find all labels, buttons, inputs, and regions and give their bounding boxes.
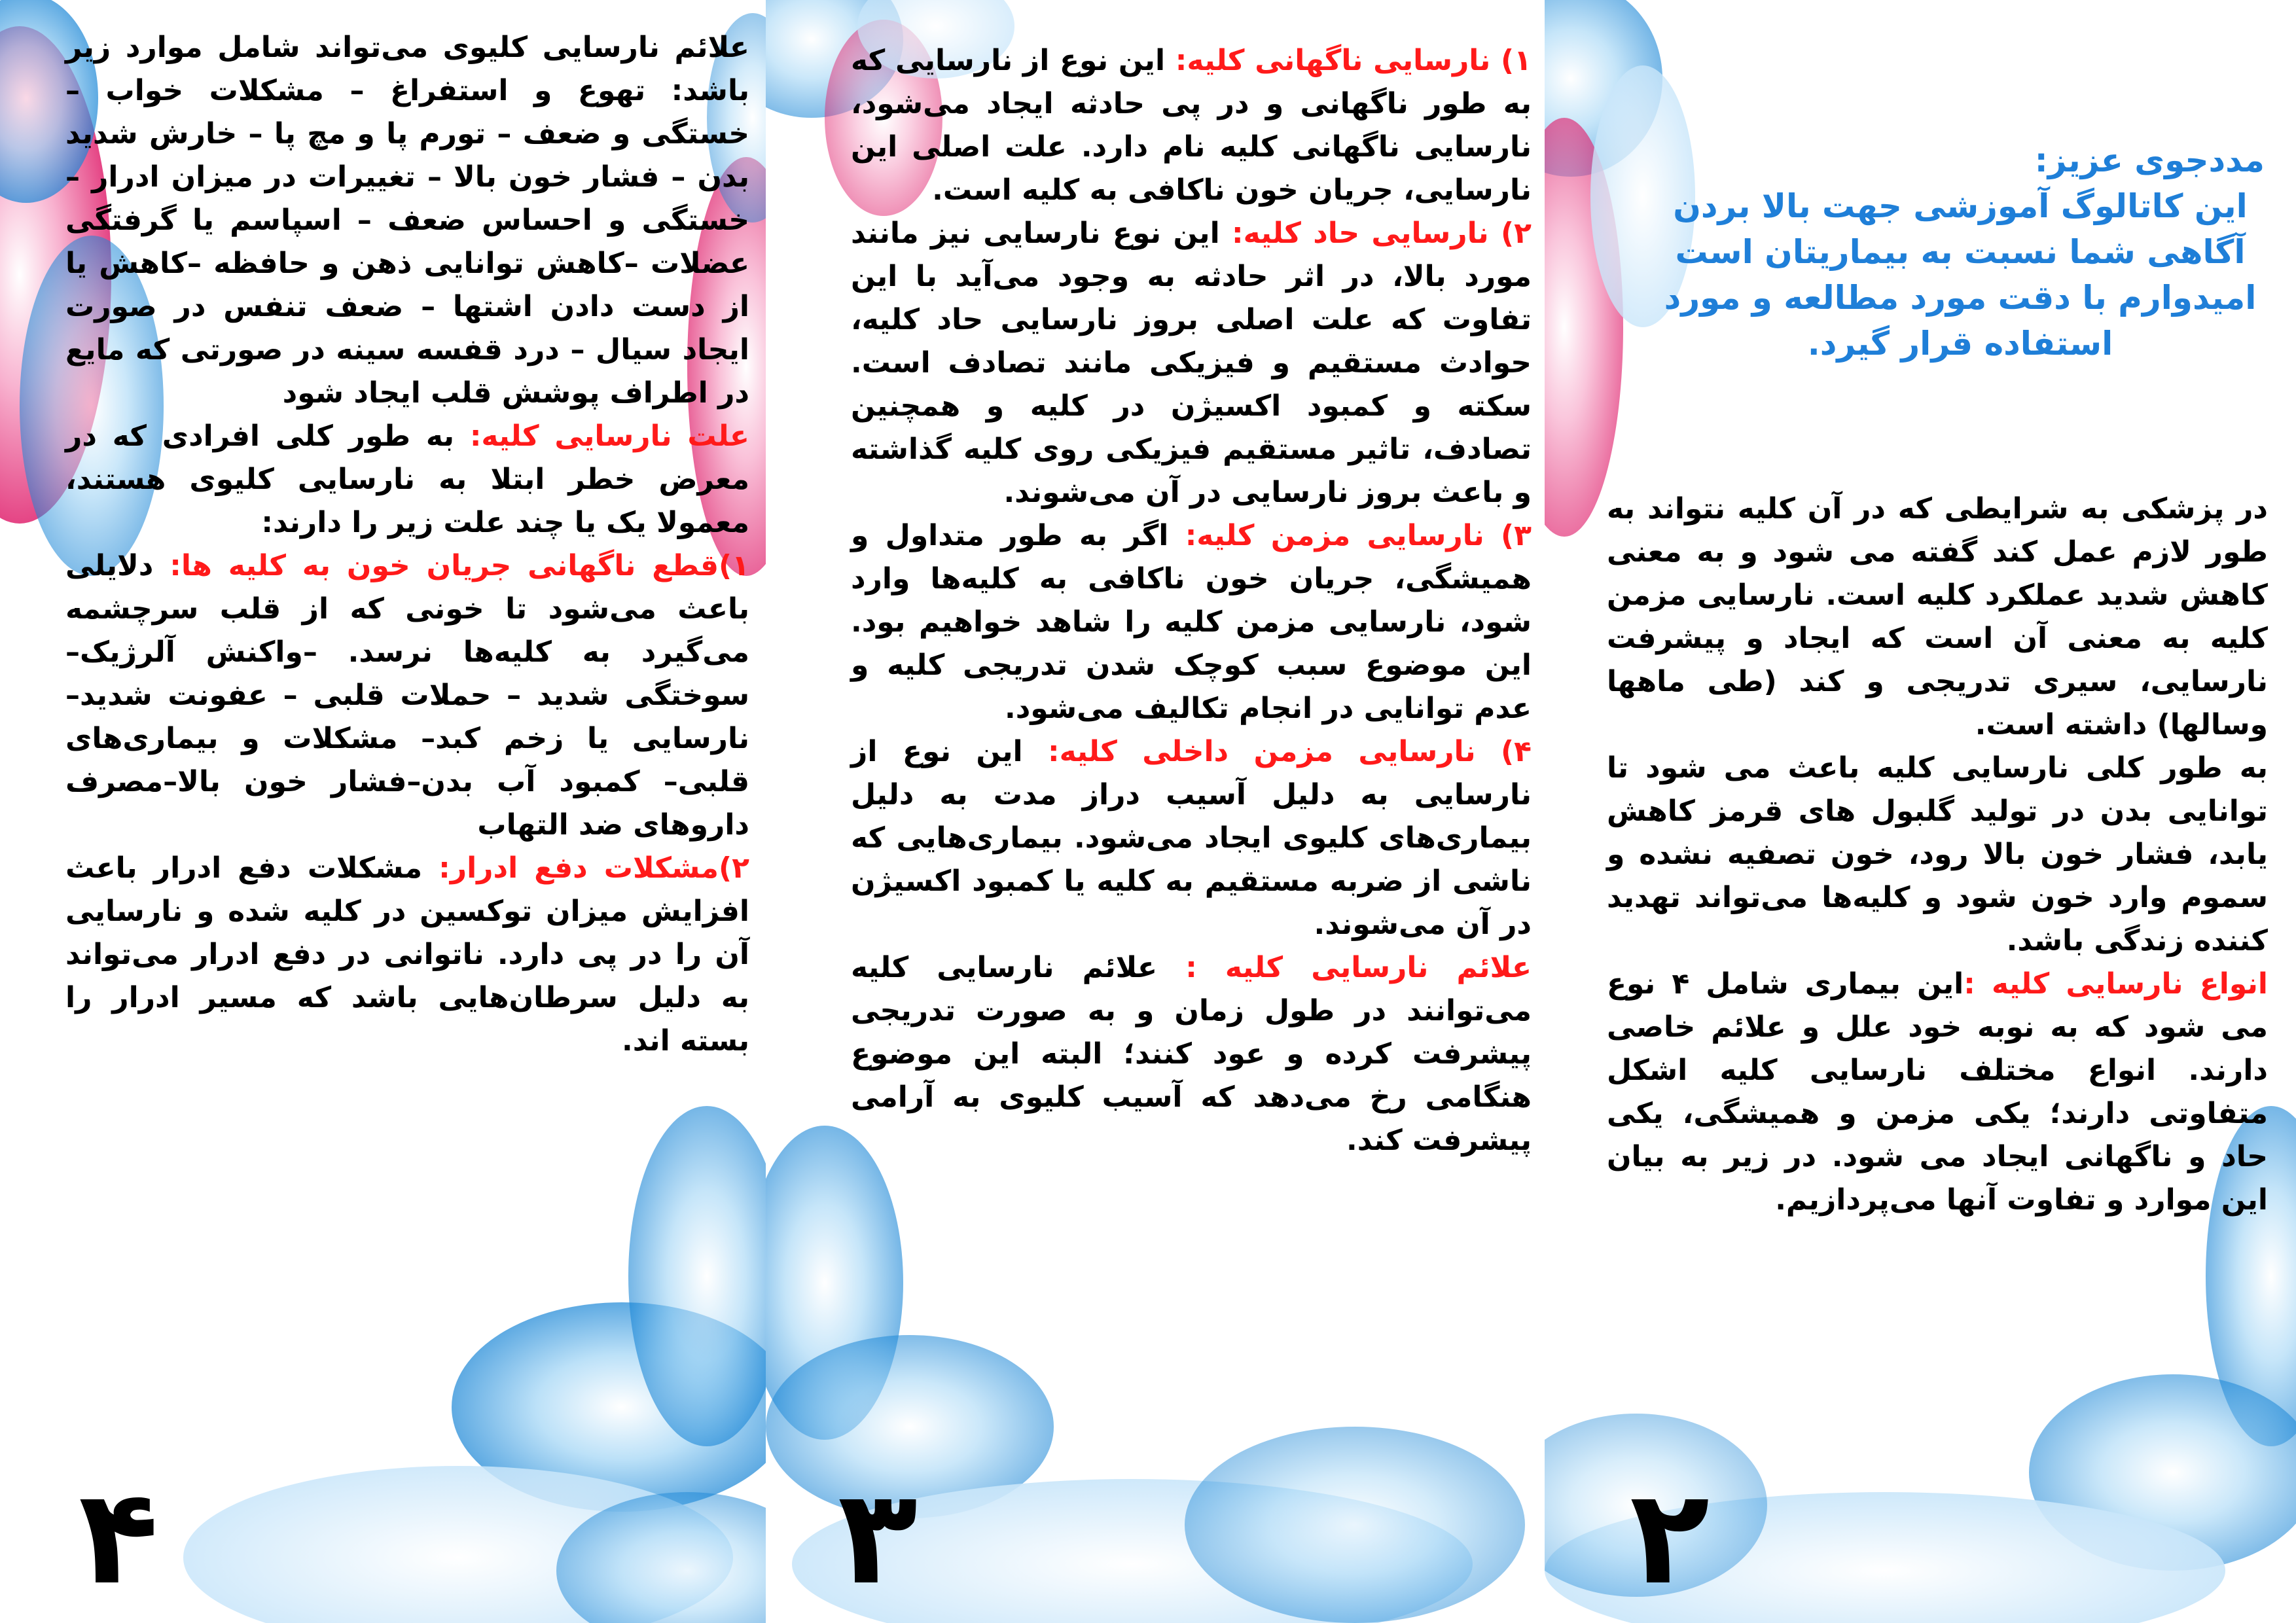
effects-paragraph: به طور کلی نارسایی کلیه باعث می شود تا توانایی بدن در تولید گلبول های قرمز کاهش یابد، فشار خون بالا رود، خون تصفیه نشده و سموم وارد خون شود و کلیه‌ها می‌تواند تهدید کننده زندگی باشد. bbox=[1607, 751, 2268, 957]
greeting-heading: مددجوی عزیز: bbox=[2034, 141, 2265, 179]
symptoms-list-text: علائم نارسایی کلیوی می‌تواند شامل موارد زیر باشد: تهوع و استفراغ – مشکلات خواب – خستگی و ضعف – تورم پا و مچ پا – خارش شدید بدن – فشار خون بالا – تغییرات در میزان ادرار –خستگی و احساس ضعف – اسپاسم یا گرفتگی عضلات –کاهش توانایی ذهن و حافظه –کاهش یا از دست دادن اشتها – ضعف تنفس در صورت ایجاد سیال – درد قفسه سینه در صورتی که مایع در اطراف پوشش قلب ایجاد شود bbox=[65, 31, 749, 410]
page-number: ۳ bbox=[838, 1461, 918, 1614]
page-2-content bbox=[1607, 488, 2268, 1222]
definition-paragraph: در پزشکی به شرایطی که در آن کلیه نتواند به طور لازم عمل کند گفته می شود و به معنی کاهش شدید عملکرد کلیه است. نارسایی مزمن کلیه به معنی آن است که ایجاد و پیشرفت نارسایی، سیری تدریجی و کند (طی ماهها وسالها) داشته است. bbox=[1607, 492, 2268, 741]
page-3-content bbox=[851, 39, 1532, 1162]
page-4-content bbox=[65, 26, 749, 1063]
page-4-panel bbox=[0, 0, 766, 1623]
intro-block bbox=[1656, 137, 2265, 366]
cause-text: به طور کلی افرادی که در معرض خطر ابتلا به نارسایی کلیوی هستند، معمولا یک یا چند علت زیر را دارند: bbox=[65, 419, 749, 539]
types-heading: انواع نارسایی کلیه : bbox=[1964, 967, 2269, 1001]
types-text: این بیماری شامل ۴ نوع می شود که به نوبه خود علل و علائم خاصی دارند. انواع مختلف نارسایی کلیه اشکل متفاوتی دارند؛ یکی مزمن و همیشگی، یکی حاد و ناگهانی ایجاد می شود. در زیر به بیان این موارد و تفاوت آنها می‌پردازیم. bbox=[1607, 967, 2268, 1217]
symptoms-heading: علائم نارسایی کلیه : bbox=[1185, 951, 1532, 984]
acute-failure-heading: ۲) نارسایی حاد کلیه: bbox=[1232, 217, 1532, 250]
acute-failure-text: این نوع نارسایی نیز مانند مورد بالا، در اثر حادثه به وجود می‌آید با این تفاوت که علت اصلی بروز نارسایی حاد کلیه، حوادث مستقیم و فیزیکی مانند تصادف است. سکته و کمبود اکسیژن در کلیه و همچنین تصادف، تاثیر مستقیم فیزیکی روی کلیه گذاشته و باعث بروز نارسایی در آن می‌شوند. bbox=[851, 217, 1532, 509]
chronic-failure-heading: ۳) نارسایی مزمن کلیه: bbox=[1185, 519, 1532, 552]
page-number: ۴ bbox=[79, 1461, 159, 1614]
page-2-panel bbox=[1545, 0, 2296, 1623]
chronic-failure-text: اگر به طور متداول و همیشگی، جریان خون ناکافی به کلیه‌ها وارد شود، نارسایی مزمن کلیه را شاهد خواهیم بود. این موضوع سبب کوچک شدن تدریجی کلیه و عدم توانایی در انجام تکالیف می‌شود. bbox=[851, 519, 1532, 725]
urination-text: مشکلات دفع ادرار باعث افزایش میزان توکسین در کلیه شده و نارسایی آن را در پی دارد. ناتوانی در دفع ادرار می‌تواند به دلیل سرطان‌هایی باشد که مسیر ادرار را بسته اند. bbox=[65, 851, 749, 1058]
blood-flow-text: دلایلی باعث می‌شود تا خونی که از قلب سرچشمه می‌گیرد به کلیه‌ها نرسد. –واکنش آلرژیک– سوختگی شدید – حملات قلبی – عفونت شدید– نارسایی یا زخم کبد– مشکلات و بیماری‌های قلبی– کمبود آب بدن–فشار خون بالا–مصرف داروهای ضد التهاب bbox=[65, 549, 749, 842]
intro-text: این کاتالوگ آموزشی جهت بالا بردن آگاهی شما نسبت به بیماریتان است امیدوارم با دقت مورد مطالعه و مورد استفاده قرار گیرد. bbox=[1664, 187, 2257, 363]
sudden-failure-heading: ۱) نارسایی ناگهانی کلیه: bbox=[1175, 44, 1532, 77]
internal-chronic-heading: ۴) نارسایی مزمن داخلی کلیه: bbox=[1048, 735, 1532, 768]
internal-chronic-text: این نوع از نارسایی به دلیل آسیب دراز مدت به دلیل بیماری‌های کلیوی ایجاد می‌شود. بیماری‌هایی که ناشی از ضربه مستقیم به کلیه یا کمبود اکسیژن در آن می‌شوند. bbox=[851, 735, 1532, 941]
cause-heading: علت نارسایی کلیه: bbox=[469, 419, 749, 453]
page-number: ۲ bbox=[1630, 1461, 1710, 1614]
sudden-failure-text: این نوع از نارسایی که به طور ناگهانی و در پی حادثه ایجاد می‌شود، نارسایی ناگهانی کلیه نام دارد. علت اصلی این نارسایی، جریان خون ناکافی به کلیه است. bbox=[851, 44, 1532, 207]
blood-flow-heading: ۱)قطع ناگهانی جریان خون به کلیه ها: bbox=[170, 549, 749, 582]
symptoms-text: علائم نارسایی کلیه می‌توانند در طول زمان و به صورت تدریجی پیشرفت کرده و عود کنند؛ البته این موضوع هنگامی رخ می‌دهد که آسیب کلیوی به آرامی پیشرفت کند. bbox=[851, 951, 1532, 1157]
urination-heading: ۲)مشکلات دفع ادرار: bbox=[439, 851, 749, 885]
page-3-panel bbox=[766, 0, 1545, 1623]
